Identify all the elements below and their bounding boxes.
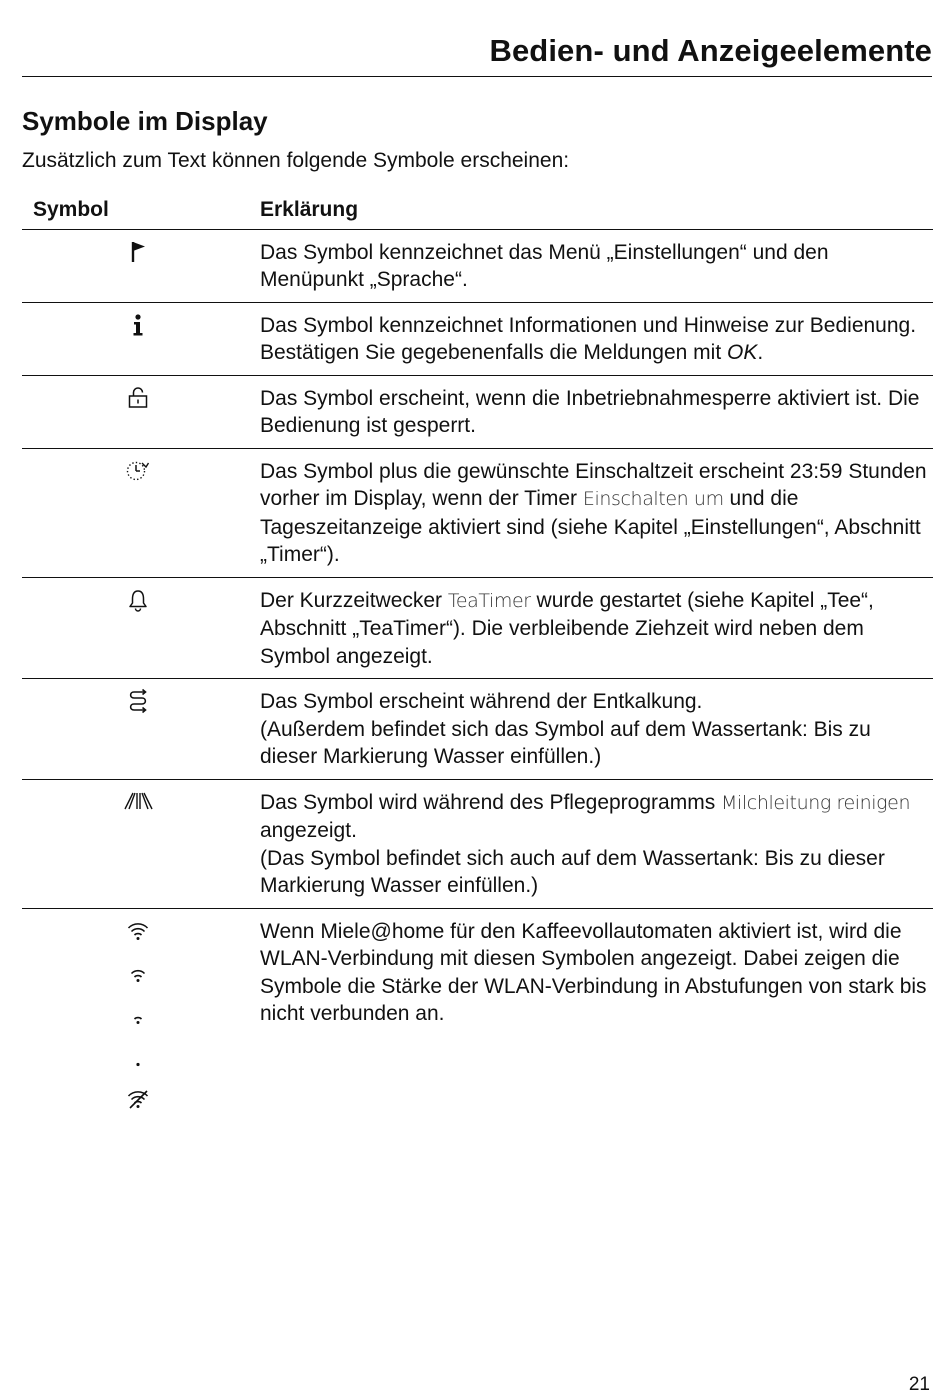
column-header-symbol: Symbol — [22, 192, 260, 229]
table-row — [22, 577, 933, 679]
wifi-weak-icon — [122, 1002, 154, 1044]
display-term: Milchleitung reinigen — [721, 791, 911, 814]
symbol-cell — [22, 302, 260, 375]
explanation-cell — [260, 302, 933, 375]
symbol-cell — [22, 375, 260, 448]
explanation-text: Das Symbol erscheint während der Entkalkung. — [260, 690, 703, 713]
explanation-text: . — [757, 341, 764, 364]
explanation-text: Das Symbol kennzeichnet Informationen und Hinweise zur Bedienung. Bestätigen Sie gegebenenfalls die Meldungen mit — [260, 313, 917, 364]
table-row — [22, 302, 933, 375]
milk-pipework-icon — [122, 789, 154, 816]
symbol-cell — [22, 448, 260, 577]
display-term: Einschalten um — [582, 488, 724, 510]
explanation-text-note: (Das Symbol befindet sich auch auf dem Wassertank: Bis zu dieser Markierung Wasser einfüllen.) — [260, 846, 885, 897]
symbol-cell — [22, 679, 260, 780]
page-header — [22, 28, 932, 77]
explanation-cell: Das Symbol erscheint, wenn die Inbetriebnahmesperre aktiviert ist. Die Bedienung ist gesperrt. — [260, 375, 933, 448]
wifi-medium-icon — [122, 960, 154, 1002]
display-term: TeaTimer — [447, 589, 531, 612]
column-header-explanation: Erklärung — [260, 192, 933, 229]
wifi-disconnected-icon — [122, 1086, 154, 1128]
explanation-text: wurde gestartet (siehe Kapitel „Tee“, Abschnitt „TeaTimer“). Die verbleibende Ziehzeit wird neben dem Symbol angezeigt. — [260, 588, 874, 668]
table-row — [22, 229, 933, 302]
explanation-cell — [260, 679, 933, 780]
descaling-icon — [122, 688, 154, 715]
explanation-text-start: Das Symbol wird während des Pflegeprogramms — [260, 790, 722, 814]
symbol-cell — [22, 229, 260, 302]
explanation-text-note: (Außerdem befindet sich das Symbol auf dem Wassertank: Bis zu dieser Markierung Wasser einfüllen.) — [260, 717, 871, 768]
explanation-cell: Wenn Miele@home für den Kaffeevollautomaten aktiviert ist, wird die WLAN-Verbindung mit diesen Symbolen angezeigt. Dabei zeigen die Symbole die Stärke der WLAN-Verbindung in Abstufungen von stark bis nicht verbunden an. — [260, 919, 927, 1025]
explanation-cell — [260, 448, 933, 577]
symbol-cell — [22, 577, 260, 679]
symbols-table — [22, 192, 933, 1136]
explanation-text: Der Kurzzeitwecker — [260, 588, 448, 612]
wifi-minimal-icon — [122, 1044, 154, 1086]
page-number: 21 — [908, 1374, 930, 1395]
flag-icon — [122, 239, 154, 266]
table-row — [22, 908, 933, 1136]
explanation-cell — [260, 577, 933, 679]
explanation-cell: Das Symbol kennzeichnet das Menü „Einstellungen“ und den Menüpunkt „Sprache“. — [260, 229, 933, 302]
page-header-title: Bedien- und Anzeigeelemente — [489, 33, 932, 68]
table-row — [22, 779, 933, 908]
table-row — [22, 679, 933, 780]
ok-term: OK — [726, 341, 758, 364]
explanation-text: und die Tageszeitanzeige aktiviert sind (siehe Kapitel „Einstellungen“, Abschnitt „Timer“). — [260, 487, 921, 566]
section-intro: Zusätzlich zum Text können folgende Symbole erscheinen: — [22, 149, 570, 172]
explanation-cell — [260, 779, 933, 908]
explanation-text — [260, 789, 933, 845]
table-row — [22, 375, 933, 448]
explanation-text-end: angezeigt. — [260, 819, 357, 842]
explanation-text: Das Symbol plus die gewünschte Einschaltzeit erscheint 23:59 Stunden vorher im Display, wenn der Timer — [260, 459, 927, 510]
timer-icon — [122, 458, 154, 485]
wifi-strong-icon — [122, 918, 154, 960]
lock-icon — [122, 385, 154, 412]
section-title: Symbole im Display — [22, 106, 268, 136]
info-icon — [122, 312, 154, 339]
table-header-row — [22, 192, 933, 229]
table-row — [22, 448, 933, 577]
bell-icon — [122, 587, 154, 614]
symbol-cell — [22, 779, 260, 908]
symbol-cell — [22, 908, 260, 1136]
wlan-icon-stack — [122, 918, 154, 1128]
